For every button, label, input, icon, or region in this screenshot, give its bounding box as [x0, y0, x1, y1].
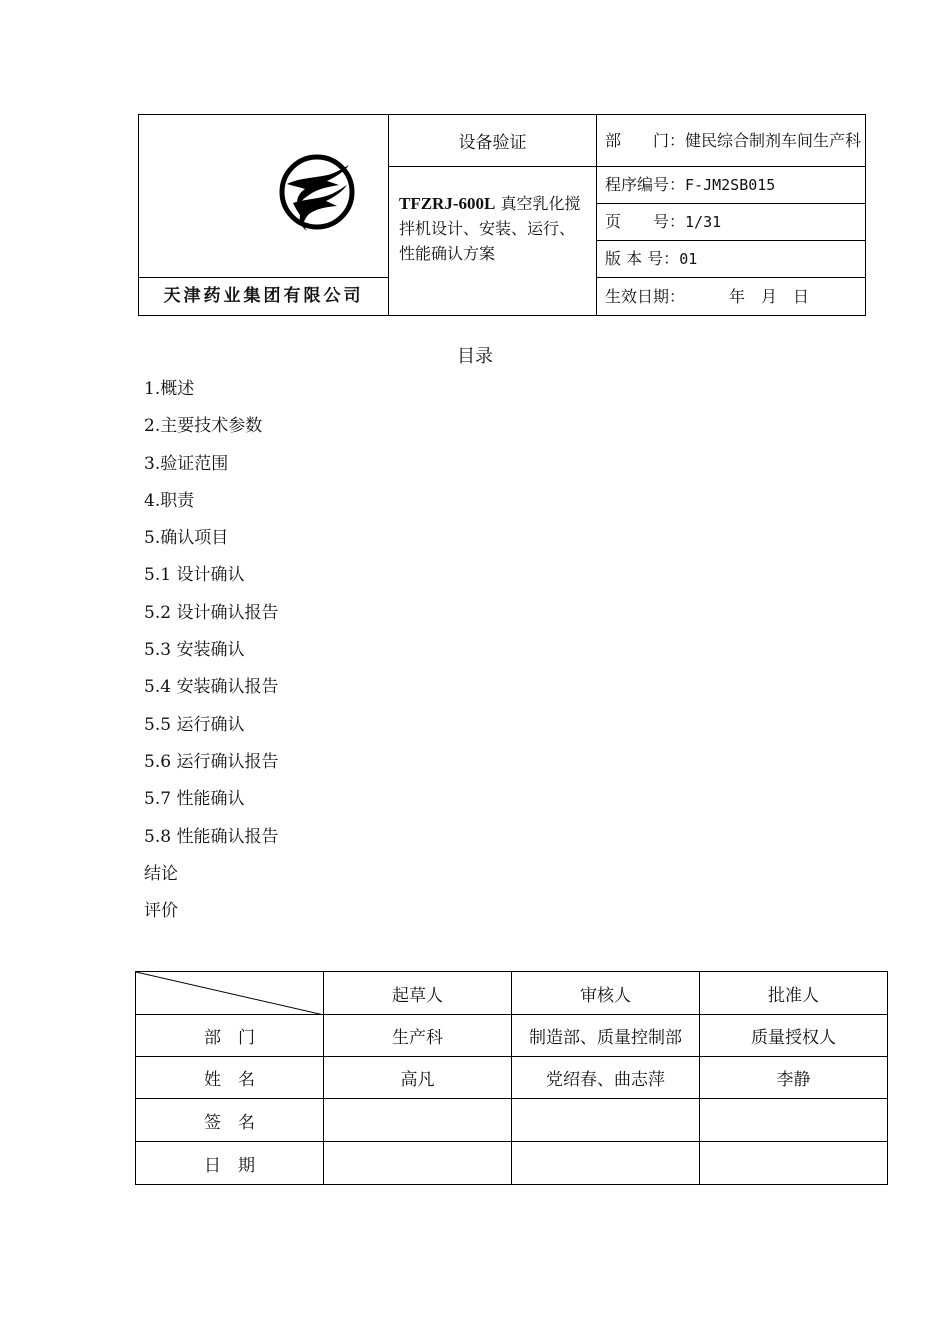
- signature-field[interactable]: [512, 1099, 700, 1142]
- document-title: [389, 167, 597, 316]
- toc-item: 2.主要技术参数: [144, 416, 263, 437]
- row-label: 签 名: [136, 1099, 324, 1142]
- toc-item: 5.7 性能确认: [144, 789, 245, 810]
- table-row: [136, 1099, 888, 1142]
- version-value: 01: [679, 250, 698, 268]
- toc-item: 3.验证范围: [144, 453, 229, 474]
- toc-item: 5.3 安装确认: [144, 640, 245, 661]
- toc-item: 结论: [144, 863, 178, 884]
- document-header-table: [138, 114, 866, 316]
- date-field[interactable]: [512, 1142, 700, 1185]
- table-cell: 李静: [700, 1057, 888, 1099]
- column-header-approver: 批准人: [700, 972, 888, 1015]
- diagonal-line: [136, 972, 324, 1015]
- table-row: [136, 1142, 888, 1185]
- signoff-table: [135, 971, 888, 1185]
- page-no-label: 页 号：: [605, 212, 686, 231]
- diagonal-header-cell: [136, 972, 324, 1015]
- toc-item: 5.2 设计确认报告: [144, 602, 279, 623]
- program-no-cell: [597, 167, 866, 204]
- page-no-value: 1/31: [685, 213, 722, 231]
- toc-item: 5.8 性能确认报告: [144, 826, 279, 847]
- version-cell: [597, 241, 866, 278]
- program-no-label: 程序编号：: [605, 175, 686, 194]
- title-model: TFZRJ-600L: [399, 194, 496, 213]
- column-header-drafter: 起草人: [324, 972, 512, 1015]
- signature-field[interactable]: [324, 1099, 512, 1142]
- table-cell: 质量授权人: [700, 1015, 888, 1057]
- table-of-contents: [144, 375, 278, 934]
- row-label: 姓 名: [136, 1057, 324, 1099]
- version-label: 版 本 号：: [605, 249, 680, 268]
- table-cell: 制造部、质量控制部: [512, 1015, 700, 1057]
- table-cell: 生产科: [324, 1015, 512, 1057]
- toc-item: 5.5 运行确认: [144, 714, 245, 735]
- department-cell: [597, 115, 866, 167]
- toc-item: 5.6 运行确认报告: [144, 751, 279, 772]
- swallow-logo-icon: [279, 151, 355, 239]
- signature-field[interactable]: [700, 1099, 888, 1142]
- category-label: 设备验证: [389, 115, 597, 167]
- department-value: 健民综合制剂车间生产科: [685, 131, 862, 150]
- department-label: 部 门：: [605, 131, 686, 150]
- effective-date-value: 年 月 日: [729, 287, 810, 306]
- company-name: 天津药业集团有限公司: [139, 277, 388, 315]
- column-header-reviewer: 审核人: [512, 972, 700, 1015]
- table-cell: 高凡: [324, 1057, 512, 1099]
- title-text: 真空乳化搅拌机设计、安装、运行、性能确认方案: [399, 194, 581, 263]
- effective-date-cell: [597, 278, 866, 316]
- toc-title: 目录: [457, 346, 493, 367]
- row-label: 日 期: [136, 1142, 324, 1185]
- date-field[interactable]: [700, 1142, 888, 1185]
- row-label: 部 门: [136, 1015, 324, 1057]
- effective-date-label: 生效日期：: [605, 287, 686, 306]
- toc-item: 5.确认项目: [144, 528, 229, 549]
- toc-item: 5.1 设计确认: [144, 565, 245, 586]
- toc-item: 4.职责: [144, 490, 195, 511]
- table-cell: 党绍春、曲志萍: [512, 1057, 700, 1099]
- toc-item: 5.4 安装确认报告: [144, 677, 279, 698]
- page-no-cell: [597, 204, 866, 241]
- program-no-value: F-JM2SB015: [685, 176, 776, 194]
- toc-item: 1.概述: [144, 379, 195, 399]
- logo-cell: [139, 115, 389, 316]
- toc-item: 评价: [144, 901, 178, 922]
- table-row: [136, 1015, 888, 1057]
- table-row: [136, 1057, 888, 1099]
- date-field[interactable]: [324, 1142, 512, 1185]
